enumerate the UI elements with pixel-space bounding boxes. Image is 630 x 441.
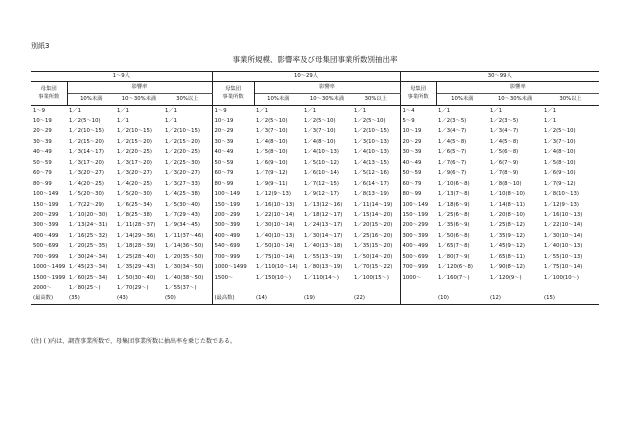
- cell-group3-rate-10to30: 1／45(9～12): [490, 243, 525, 250]
- cell-group3-rate-10to30: 1／65(8～11): [490, 253, 525, 260]
- cell-group3-population: 400～499: [402, 243, 429, 250]
- table-row: [31, 179, 599, 189]
- cell-group2-rate-over30: 1／11(14～19): [352, 200, 400, 210]
- col-header-under10: 10%未満: [67, 94, 115, 106]
- cell-group1-population: 1000～1499: [33, 264, 66, 271]
- cell-group2-rate-over30: 1／2(10～15): [352, 127, 400, 137]
- cell-group1-rate-10to30: 1／70(29～): [117, 285, 149, 291]
- cell-group2-rate-under10: 1／30(10～14): [256, 222, 295, 229]
- cell-group1-rate-over30: 1／4(25～38): [163, 190, 212, 200]
- table-row: [31, 221, 599, 231]
- cell-group3-rate-under10: 1／3(4～7): [438, 128, 467, 135]
- cell-group1-rate-under10: (35): [67, 294, 115, 305]
- reference-label: 別紙3: [31, 42, 50, 50]
- cell-group2-rate-under10: (14): [254, 294, 302, 305]
- cell-group1-population: 400～499: [33, 232, 59, 239]
- cell-group3-rate-over30: 1／3(7～10): [544, 138, 576, 145]
- cell-group1-population: 700～999: [33, 253, 59, 260]
- cell-group3-rate-under10: 1／18(6～9): [438, 201, 470, 208]
- cell-group1-rate-under10: 1／30(24～34): [69, 253, 108, 260]
- cell-group2-population: 10～19: [214, 118, 234, 124]
- cell-group1-rate-over30: 1／14(36～50): [163, 242, 212, 252]
- cell-group2-population: 700～999: [214, 253, 241, 260]
- cell-group3-rate-under10: 1／50(6～8): [438, 232, 470, 239]
- cell-group3-rate-under10: 1／120(6～8): [438, 264, 473, 271]
- cell-group1-rate-10to30: 1／5(20～30): [117, 191, 152, 198]
- cell-group3-rate-over30: 1／8(10～13): [544, 191, 579, 198]
- group-header-2: 10～29人: [212, 72, 400, 82]
- cell-group1-rate-under10: 1／45(23～34): [69, 264, 108, 271]
- cell-group2-rate-under10: 1／2(5～10): [256, 118, 288, 124]
- cell-group3-rate-10to30: 1／20(8～10): [490, 211, 525, 218]
- cell-group3-rate-under10: 1／2(3～5): [438, 118, 467, 124]
- cell-group3-rate-under10: [436, 283, 488, 293]
- cell-group2-population: 30～39: [214, 138, 234, 145]
- cell-group1-rate-over30: 1／7(29～43): [163, 210, 212, 220]
- col-header-under10: 10%未満: [254, 94, 302, 106]
- cell-group3-population: 20～29: [402, 138, 422, 145]
- cell-group2-population: 400～499: [214, 232, 241, 239]
- cell-group1-population: 1～9: [33, 107, 46, 114]
- cell-group2-rate-over30: [352, 283, 400, 293]
- cell-group2-rate-10to30: (19): [302, 294, 352, 305]
- cell-group3-rate-over30: 1／7(9～12): [544, 180, 576, 187]
- cell-group1-rate-under10: 1／5(20～30): [69, 191, 104, 198]
- table-row: [31, 242, 599, 252]
- cell-group1-population: 500～699: [33, 243, 59, 250]
- cell-group2-rate-10to30: 1／40(13～18): [304, 243, 343, 250]
- cell-group2-rate-over30: 1／50(14～20): [352, 252, 400, 262]
- cell-group3-rate-10to30: [488, 283, 542, 293]
- cell-group2-rate-10to30: 1／1: [304, 107, 317, 114]
- cell-group2-rate-10to30: 1／24(13～17): [304, 222, 343, 229]
- cell-group2-rate-over30: 1／15(14～20): [352, 210, 400, 220]
- cell-group3-population: 60～79: [402, 180, 422, 187]
- cell-group1-population: 50～59: [33, 159, 52, 166]
- cell-group1-rate-under10: 1／60(25～34): [69, 274, 108, 281]
- table-body: [31, 106, 599, 305]
- cell-group1-population: 80～99: [33, 180, 52, 187]
- cell-group1-rate-over30: 1／11(37～46): [163, 231, 212, 241]
- col-header-under10: 10%未満: [436, 94, 488, 106]
- cell-group2-population: (最高数): [212, 294, 254, 305]
- footnote: (注) ( )内は、調査事業所数で、母集団事業所数に抽出率を乗じた数である。: [31, 338, 237, 345]
- cell-group2-rate-10to30: 1／80(13～19): [304, 264, 343, 271]
- cell-group2-rate-under10: 1／22(10～14): [256, 211, 295, 218]
- cell-group3-population: 1000～: [402, 274, 422, 281]
- cell-group2-rate-under10: 1／110(10～14): [256, 264, 298, 271]
- cell-group3-rate-under10: 1／13(7～8): [438, 191, 470, 198]
- cell-group3-rate-under10: 1／65(7～8): [438, 243, 470, 250]
- cell-group2-population: [212, 283, 254, 293]
- cell-group2-rate-over30: (22): [352, 294, 400, 305]
- cell-group1-rate-over30: 1／5(30～40): [163, 200, 212, 210]
- cell-group3-rate-10to30: 1／6(7～9): [490, 159, 519, 166]
- cell-group3-rate-under10: 1／7(6～7): [438, 159, 467, 166]
- table-row: [31, 283, 599, 293]
- cell-group1-rate-10to30: 1／11(28～37): [117, 222, 156, 229]
- cell-group3-rate-over30: 1／16(10～13): [544, 211, 583, 218]
- col-header-10to30: 10～30%未満: [488, 94, 542, 106]
- cell-group1-rate-over30: 1／1: [163, 116, 212, 126]
- cell-group1-rate-over30: 1／3(27～33): [163, 179, 212, 189]
- col-header-over30: 30%以上: [163, 94, 212, 106]
- cell-group1-rate-10to30: 1／1: [117, 107, 130, 114]
- cell-group1-population: 10～19: [33, 118, 52, 124]
- cell-group1-rate-under10: 1／3(17～20): [69, 159, 104, 166]
- table-row: [31, 210, 599, 220]
- population-header: 母集団 事業所数: [212, 82, 254, 106]
- cell-group3-population: 50～59: [402, 170, 422, 177]
- cell-group3-population: 100～149: [402, 201, 429, 208]
- cell-group3-rate-10to30: 1／14(8～11): [490, 201, 525, 208]
- cell-group2-rate-10to30: [302, 283, 352, 293]
- cell-group3-rate-under10: 1／6(5～7): [438, 149, 467, 156]
- cell-group2-rate-10to30: 1／4(10～13): [304, 149, 339, 156]
- cell-group3-population: 80～99: [402, 191, 422, 198]
- cell-group3-rate-over30: 1／1: [544, 118, 557, 124]
- cell-group2-rate-under10: 1／3(7～10): [256, 128, 288, 135]
- cell-group1-rate-10to30: (43): [115, 294, 163, 305]
- cell-group1-rate-over30: 1／9(34～45): [163, 221, 212, 231]
- impact-header: 影響率: [436, 82, 599, 94]
- cell-group1-population: 40～49: [33, 149, 52, 156]
- cell-group2-rate-over30: 1／2(5～10): [352, 116, 400, 126]
- cell-group2-population: 300～399: [214, 222, 241, 229]
- cell-group2-rate-over30: 1／3(10～13): [352, 137, 400, 147]
- cell-group1-rate-10to30: 1／4(20～25): [117, 180, 152, 187]
- cell-group3-population: [400, 283, 436, 293]
- col-header-over30: 30%以上: [352, 94, 400, 106]
- cell-group1-rate-10to30: 1／2(20～25): [117, 149, 152, 156]
- cell-group3-rate-10to30: 1／1: [490, 107, 503, 114]
- cell-group3-rate-10to30: 1／90(8～12): [490, 264, 525, 271]
- cell-group1-rate-under10: 1／80(25～): [69, 285, 101, 291]
- cell-group1-rate-over30: 1／20(35～50): [163, 252, 212, 262]
- cell-group2-rate-10to30: 1／30(14～17): [304, 232, 343, 239]
- table-row: [31, 148, 599, 158]
- cell-group1-rate-over30: 1／2(10～15): [163, 127, 212, 137]
- cell-group3-population: 700～999: [402, 264, 429, 271]
- cell-group1-rate-over30: 1／1: [163, 106, 212, 117]
- table-row: [31, 190, 599, 200]
- cell-group2-rate-10to30: 1／13(12～16): [304, 201, 343, 208]
- cell-group3-rate-over30: 1／22(10～14): [544, 222, 583, 229]
- table-row: [31, 294, 599, 305]
- cell-group1-rate-under10: 1／10(20～30): [69, 211, 108, 218]
- cell-group1-rate-10to30: 1／35(29～43): [117, 264, 156, 271]
- cell-group3-rate-under10: 1／10(6～8): [438, 180, 470, 187]
- cell-group3-rate-over30: 1／6(9～10): [544, 170, 576, 177]
- cell-group2-rate-10to30: 1／4(8～10): [304, 138, 336, 145]
- cell-group2-rate-10to30: 1／18(12～17): [304, 211, 343, 218]
- cell-group1-rate-10to30: 1／18(28～39): [117, 243, 156, 250]
- cell-group3-rate-10to30: 1／3(4～7): [490, 128, 519, 135]
- cell-group2-population: 100～149: [214, 191, 241, 198]
- cell-group1-rate-10to30: 1／2(10～15): [117, 128, 152, 135]
- cell-group2-rate-under10: 1／75(10～14): [256, 253, 295, 260]
- cell-group3-rate-10to30: 1／25(8～12): [490, 222, 525, 229]
- cell-group2-rate-under10: 1／1: [256, 107, 269, 114]
- cell-group1-rate-10to30: 1／3(17～20): [117, 159, 152, 166]
- cell-group1-rate-10to30: 1／3(20～27): [117, 170, 152, 177]
- cell-group1-rate-over30: 1／3(20～27): [163, 169, 212, 179]
- cell-group3-rate-10to30: 1／35(9～12): [490, 232, 525, 239]
- table-row: [31, 158, 599, 168]
- group-header-1: 1～9人: [31, 72, 212, 82]
- cell-group2-population: 40～49: [214, 149, 234, 156]
- cell-group2-rate-under10: 1／9(9～11): [256, 180, 288, 187]
- cell-group1-population: 300～399: [33, 222, 59, 229]
- cell-group3-population: [400, 294, 436, 305]
- cell-group1-rate-under10: 1／4(20～25): [69, 180, 104, 187]
- cell-group2-rate-over30: 1／6(14～17): [352, 179, 400, 189]
- cell-group1-rate-10to30: 1／1: [117, 118, 130, 124]
- cell-group3-rate-over30: (15): [542, 294, 599, 305]
- cell-group1-population: 60～79: [33, 170, 52, 177]
- table-row: [31, 252, 599, 262]
- table-row: [31, 200, 599, 210]
- cell-group3-population: 500～699: [402, 253, 429, 260]
- cell-group2-rate-over30: 1／4(10～13): [352, 148, 400, 158]
- group-header-3: 30～99人: [400, 72, 599, 82]
- sampling-rate-table: [31, 71, 599, 305]
- col-header-10to30: 10～30%未満: [115, 94, 163, 106]
- col-header-10to30: 10～30%未満: [302, 94, 352, 106]
- table-row: [31, 116, 599, 126]
- cell-group3-rate-10to30: (12): [488, 294, 542, 305]
- cell-group1-rate-over30: 1／2(15～20): [163, 137, 212, 147]
- cell-group1-rate-10to30: 1／50(30～40): [117, 274, 156, 281]
- cell-group2-rate-10to30: 1／3(7～10): [304, 128, 336, 135]
- cell-group1-population: 2000～: [33, 285, 52, 291]
- cell-group2-rate-over30: 1／70(15～22): [352, 263, 400, 273]
- cell-group2-population: 150～199: [214, 201, 241, 208]
- cell-group3-rate-10to30: 1／4(5～8): [490, 138, 519, 145]
- cell-group2-rate-over30: 1／1: [352, 106, 400, 117]
- impact-header: 影響率: [254, 82, 400, 94]
- cell-group1-rate-under10: 1／2(10～15): [69, 128, 104, 135]
- cell-group1-rate-over30: 1／55(37～): [163, 283, 212, 293]
- cell-group2-rate-over30: 1／20(15～20): [352, 221, 400, 231]
- cell-group3-population: 40～49: [402, 159, 422, 166]
- table-row: [31, 263, 599, 273]
- col-header-over30: 30%以上: [542, 94, 599, 106]
- cell-group2-rate-over30: 1／25(16～20): [352, 231, 400, 241]
- cell-group2-rate-10to30: 1／110(14～): [304, 274, 339, 281]
- cell-group3-rate-over30: 1／4(8～10): [544, 149, 576, 156]
- cell-group2-rate-under10: 1／150(10～): [256, 274, 291, 281]
- cell-group3-rate-over30: 1／1: [544, 107, 557, 114]
- cell-group3-population: 1～4: [402, 107, 415, 114]
- cell-group1-rate-under10: 1／3(14～17): [69, 149, 104, 156]
- cell-group3-population: 150～199: [402, 211, 429, 218]
- cell-group1-rate-under10: 1／20(25～35): [69, 243, 108, 250]
- table-row: [31, 273, 599, 283]
- cell-group2-rate-over30: 1／100(15～): [352, 273, 400, 283]
- cell-group2-rate-under10: 1／7(9～12): [256, 170, 288, 177]
- cell-group3-rate-10to30: 1／2(3～5): [490, 118, 519, 124]
- cell-group3-rate-over30: 1／12(9～13): [544, 201, 579, 208]
- cell-group3-rate-10to30: 1／7(8～9): [490, 170, 519, 177]
- cell-group1-population: 150～199: [33, 201, 59, 208]
- cell-group1-rate-under10: 1／13(24～31): [69, 222, 108, 229]
- cell-group2-rate-over30: 1／5(12～16): [352, 169, 400, 179]
- cell-group1-rate-over30: 1／2(25～30): [163, 158, 212, 168]
- cell-group2-rate-10to30: 1／2(5～10): [304, 118, 336, 124]
- page-title: 事業所規模、影響率及び母集団事業所数別抽出率: [232, 55, 398, 64]
- cell-group3-population: 200～299: [402, 222, 429, 229]
- cell-group1-rate-under10: 1／2(15～20): [69, 138, 104, 145]
- impact-header: 影響率: [67, 82, 212, 94]
- cell-group2-rate-10to30: 1／7(12～15): [304, 180, 339, 187]
- table-row: [31, 169, 599, 179]
- population-header: 母集団 事業所数: [400, 82, 436, 106]
- cell-group3-rate-over30: 1／100(10～): [544, 274, 579, 281]
- cell-group3-rate-over30: 1／5(8～10): [544, 159, 576, 166]
- cell-group1-population: 20～29: [33, 128, 52, 135]
- cell-group1-rate-under10: 1／3(20～27): [69, 170, 104, 177]
- cell-group2-rate-under10: 1／6(9～10): [256, 159, 288, 166]
- cell-group1-rate-under10: 1／2(5～10): [69, 118, 101, 124]
- cell-group1-rate-10to30: 1／8(25～38): [117, 211, 152, 218]
- cell-group1-population: 30～39: [33, 138, 52, 145]
- cell-group3-population: 5～9: [402, 118, 415, 124]
- cell-group1-population: (最高数): [31, 294, 67, 305]
- cell-group3-rate-over30: 1／55(10～13): [544, 253, 583, 260]
- cell-group3-rate-over30: 1／30(10～14): [544, 232, 583, 239]
- cell-group3-rate-over30: 1／40(10～13): [544, 243, 583, 250]
- cell-group2-rate-under10: 1／5(8～10): [256, 149, 288, 156]
- cell-group1-rate-under10: 1／7(22～29): [69, 201, 104, 208]
- cell-group1-rate-over30: (50): [163, 294, 212, 305]
- cell-group3-population: 10～19: [402, 128, 422, 135]
- cell-group1-rate-10to30: 1／25(28～40): [117, 253, 156, 260]
- cell-group2-rate-under10: 1／16(10～13): [256, 201, 295, 208]
- cell-group2-population: 50～59: [214, 159, 234, 166]
- cell-group2-rate-over30: 1／35(15～20): [352, 242, 400, 252]
- cell-group1-rate-under10: 1／16(25～32): [69, 232, 108, 239]
- population-header: 母集団 事業所数: [31, 82, 67, 106]
- cell-group2-population: 1～9: [214, 107, 227, 114]
- table-row: [31, 106, 599, 117]
- cell-group3-rate-under10: 1／160(7～): [438, 274, 470, 281]
- cell-group1-rate-under10: 1／1: [69, 107, 82, 114]
- cell-group2-population: 60～79: [214, 170, 234, 177]
- cell-group2-rate-under10: 1／12(9～13): [256, 191, 291, 198]
- cell-group3-rate-10to30: 1／5(6～8): [490, 149, 519, 156]
- table-row: [31, 137, 599, 147]
- cell-group2-rate-10to30: 1／55(13～19): [304, 253, 343, 260]
- cell-group1-rate-over30: 1／40(38～50): [163, 273, 212, 283]
- cell-group3-rate-under10: 1／80(7～9): [438, 253, 470, 260]
- cell-group3-rate-under10: 1／4(5～8): [438, 138, 467, 145]
- cell-group1-rate-10to30: 1／2(15～20): [117, 138, 152, 145]
- cell-group2-rate-10to30: 1／9(12～17): [304, 191, 339, 198]
- cell-group3-rate-under10: (10): [436, 294, 488, 305]
- cell-group3-rate-10to30: 1／8(8～10): [490, 180, 522, 187]
- cell-group3-population: 30～39: [402, 149, 422, 156]
- cell-group1-rate-10to30: 1／6(25～34): [117, 201, 152, 208]
- cell-group2-population: 540～699: [214, 243, 241, 250]
- cell-group3-rate-over30: 1／2(5～10): [544, 128, 576, 135]
- cell-group3-rate-over30: [542, 283, 599, 293]
- cell-group3-rate-under10: 1／1: [438, 107, 451, 114]
- cell-group1-population: 100～149: [33, 191, 59, 198]
- cell-group2-rate-over30: 1／8(13～19): [352, 190, 400, 200]
- cell-group3-rate-10to30: 1／120(9～): [490, 274, 522, 281]
- cell-group1-population: 200～299: [33, 211, 59, 218]
- cell-group3-rate-over30: 1／75(10～14): [544, 264, 583, 271]
- cell-group2-population: 1000～1499: [214, 264, 247, 271]
- cell-group3-rate-under10: 1／9(6～7): [438, 170, 467, 177]
- cell-group2-rate-under10: [254, 283, 302, 293]
- cell-group2-rate-under10: 1／50(10～14): [256, 243, 295, 250]
- cell-group1-rate-over30: 1／2(20～25): [163, 148, 212, 158]
- cell-group2-population: 20～29: [214, 128, 234, 135]
- cell-group2-rate-over30: 1／4(13～15): [352, 158, 400, 168]
- cell-group2-rate-under10: 1／4(8～10): [256, 138, 288, 145]
- cell-group1-rate-10to30: 1／14(29～36): [117, 232, 156, 239]
- cell-group2-population: 80～99: [214, 180, 234, 187]
- cell-group3-population: 300～399: [402, 232, 429, 239]
- cell-group1-population: 1500～1999: [33, 274, 66, 281]
- cell-group3-rate-under10: 1／35(6～9): [438, 222, 470, 229]
- cell-group3-rate-under10: 1／25(6～8): [438, 211, 470, 218]
- cell-group2-rate-10to30: 1／6(10～14): [304, 170, 339, 177]
- cell-group3-rate-10to30: 1／10(8～10): [490, 191, 525, 198]
- table-row: [31, 127, 599, 137]
- cell-group2-rate-10to30: 1／5(10～12): [304, 159, 339, 166]
- cell-group2-population: 1500～: [214, 274, 234, 281]
- cell-group2-population: 200～299: [214, 211, 241, 218]
- cell-group2-rate-under10: 1／40(10～13): [256, 232, 295, 239]
- cell-group1-rate-over30: 1／30(34～50): [163, 263, 212, 273]
- table-row: [31, 231, 599, 241]
